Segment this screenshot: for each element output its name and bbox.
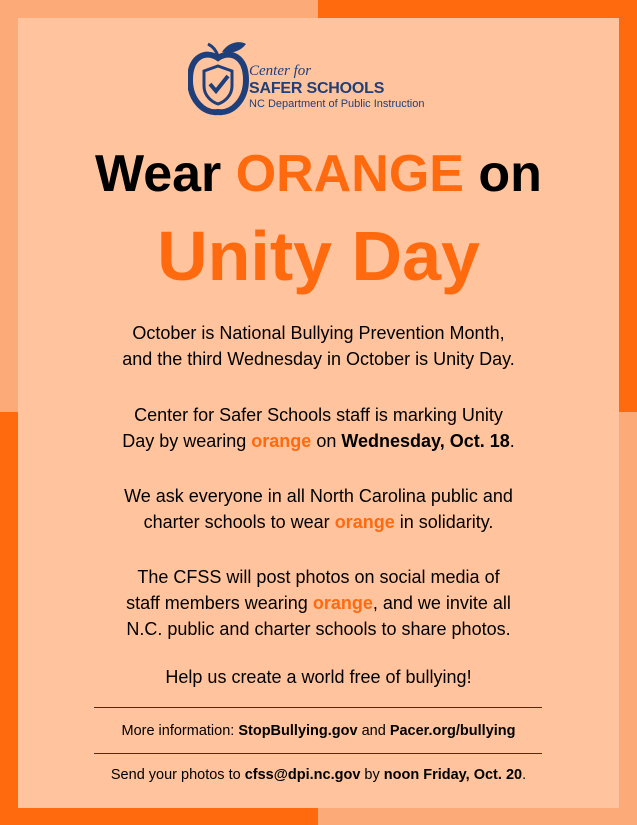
corner-bar-right bbox=[619, 0, 637, 412]
send-photos-line: Send your photos to cfss@dpi.nc.gov by noon Friday, Oct. 20. bbox=[110, 767, 527, 783]
p4-line-1: The CFSS will post photos on social media of bbox=[137, 567, 500, 587]
p1-line-1: October is National Bullying Prevention Month, bbox=[132, 323, 505, 343]
p2-line-1: Center for Safer Schools staff is marking Unity bbox=[134, 405, 503, 425]
paragraph-3 bbox=[18, 483, 619, 535]
apple-shield-icon bbox=[188, 38, 250, 118]
corner-bar-bottom-left bbox=[0, 808, 318, 825]
p2-line-2: Day by wearing orange on Wednesday, Oct. 18. bbox=[122, 431, 515, 451]
p4-line-2: staff members wearing orange, and we invite all bbox=[126, 593, 511, 613]
corner-bar-top-right bbox=[318, 0, 637, 18]
deadline: noon Friday, Oct. 20 bbox=[383, 767, 523, 783]
date-wednesday: Wednesday, Oct. 18 bbox=[341, 431, 510, 451]
cfss-logo bbox=[188, 38, 488, 128]
headline-pre: Wear bbox=[95, 145, 222, 203]
flyer-panel bbox=[18, 18, 619, 808]
headline bbox=[18, 145, 619, 203]
paragraph-5: Help us create a world free of bullying! bbox=[165, 667, 472, 687]
logo-line-3: NC Department of Public Instruction bbox=[249, 98, 425, 110]
corner-bar-left bbox=[0, 412, 18, 825]
divider-top bbox=[94, 707, 542, 708]
link-pacer[interactable]: Pacer.org/bullying bbox=[389, 723, 516, 739]
headline-unity-day: Unity Day bbox=[157, 217, 480, 295]
headline-accent: ORANGE bbox=[235, 145, 464, 203]
paragraph-1 bbox=[18, 320, 619, 372]
orange-word: orange bbox=[334, 512, 395, 532]
p3-line-2: charter schools to wear orange in solidarity. bbox=[143, 512, 494, 532]
orange-word: orange bbox=[312, 593, 373, 613]
divider-bottom bbox=[94, 753, 542, 754]
link-stopbullying[interactable]: StopBullying.gov bbox=[238, 723, 358, 739]
p1-line-2: and the third Wednesday in October is Unity Day. bbox=[122, 349, 515, 369]
headline-post: on bbox=[478, 145, 542, 203]
more-info-line: More information: StopBullying.gov and Pacer.org/bullying bbox=[121, 723, 516, 739]
orange-word: orange bbox=[251, 431, 312, 451]
email-link[interactable]: cfss@dpi.nc.gov bbox=[244, 767, 361, 783]
paragraph-4 bbox=[18, 564, 619, 642]
p4-line-3: N.C. public and charter schools to share photos. bbox=[126, 619, 511, 639]
p3-line-1: We ask everyone in all North Carolina public and bbox=[124, 486, 513, 506]
logo-line-2: SAFER SCHOOLS bbox=[249, 80, 385, 97]
paragraph-2 bbox=[18, 402, 619, 454]
logo-line-1: Center for bbox=[249, 63, 312, 79]
